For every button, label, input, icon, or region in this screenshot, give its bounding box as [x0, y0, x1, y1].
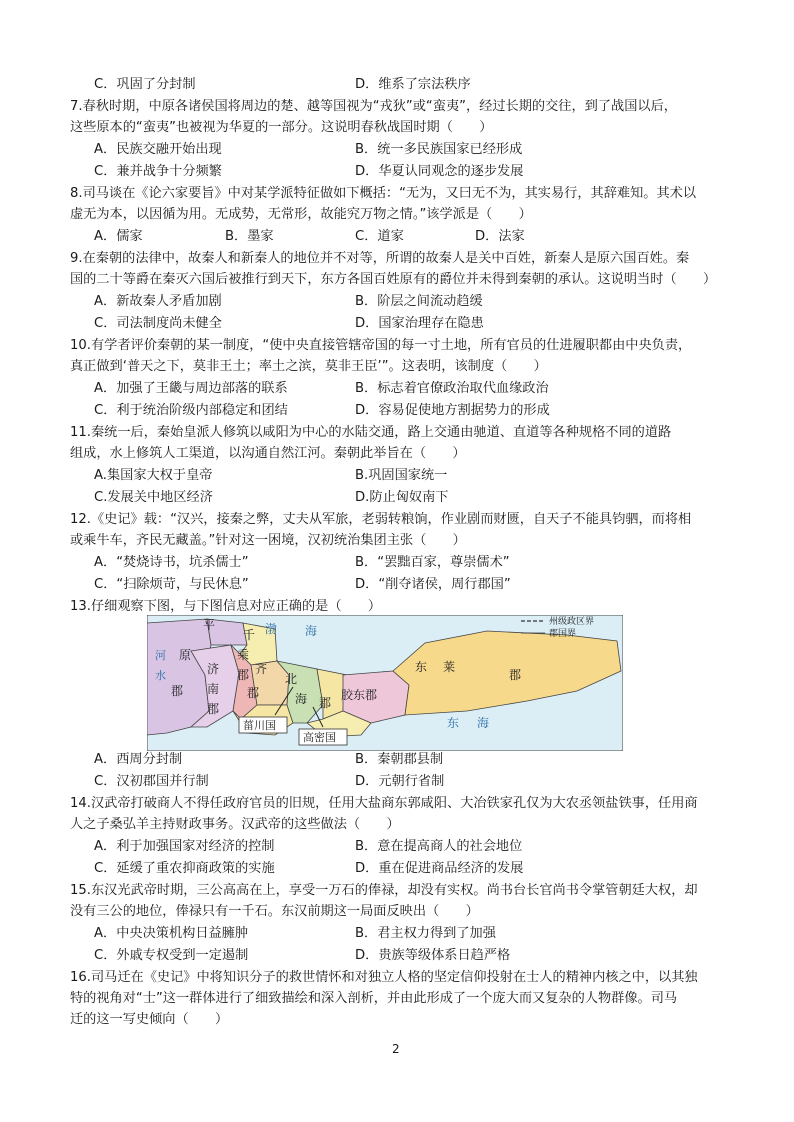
- label-jinan-jun: 郡: [207, 702, 220, 716]
- label-qian: 千: [243, 628, 256, 642]
- q8-option-b: B．墨家: [225, 229, 274, 244]
- q12-stem-line-1: 12.《史记》载：“汉兴，接秦之弊，丈夫从军旅，老弱转粮饷，作业剧而财匮，自天子不能具钧驷，而将相: [70, 512, 692, 527]
- label-qiansheng-jun: 郡: [237, 668, 250, 682]
- q11-option-c: C.发展关中地区经济: [94, 490, 213, 505]
- label-zichuan: 菑川国: [243, 719, 276, 732]
- q14-option-a: A．利于加强国家对经济的控制: [94, 839, 275, 854]
- q12-option-b: B．“罢黜百家，尊崇儒术”: [355, 555, 510, 570]
- q14-stem-line-2: 人之子桑弘羊主持财政事务。汉武帝的这些做法（ ）: [70, 817, 400, 832]
- q10-stem-line-2: 真正做到‘普天之下，莫非王土；率土之滨，莫非王臣’”。这表明，该制度（ ）: [70, 359, 547, 374]
- q10-option-a: A．加强了王畿与周边部落的联系: [94, 381, 288, 396]
- q9-stem-line-2: 国的二十等爵在秦灭六国后被推行到天下，东方各国百姓原有的爵位并未得到秦朝的承认。这说明当时（ ）: [70, 272, 717, 287]
- q14-stem-line-1: 14.汉武帝打破商人不得任政府官员的旧规，任用大盐商东郭咸阳、大冶铁家孔仅为大农丞领盐铁事，任用商: [70, 796, 698, 811]
- label-shui: 水: [155, 669, 166, 682]
- q9-option-b: B．阶层之间流动趋缓: [355, 294, 483, 309]
- q12-option-c: C．“扫除烦苛，与民休息”: [94, 577, 249, 592]
- q11-option-b: B.巩固国家统一: [355, 468, 448, 483]
- q15-stem-line-2: 没有三公的地位，俸禄只有一千石。东汉前期这一局面反映出（ ）: [70, 904, 479, 919]
- q8-stem-line-1: 8.司马谈在《论六家要旨》中对某学派特征做如下概括：“无为，又曰无不为，其实易行，其辞难知。其术以: [70, 186, 697, 201]
- q10-option-b: B．标志着官僚政治取代血缘政治: [355, 381, 549, 396]
- label-beihai-jun: 郡: [319, 696, 332, 710]
- q7-option-c: C．兼并战争十分频繁: [94, 164, 222, 179]
- q15-option-a: A．中央决策机构日益臃肿: [94, 926, 249, 941]
- label-gaomi: 高密国: [303, 731, 336, 744]
- label-ping: 平: [203, 618, 216, 632]
- q16-stem-line-3: 迁的这一写史倾向（ ）: [70, 1012, 229, 1027]
- legend-label-state: 州级政区界: [549, 617, 595, 627]
- q12-option-a: A．“焚烧诗书，坑杀儒士”: [94, 555, 249, 570]
- label-jiaodong: 胶东郡: [341, 688, 378, 702]
- q7-option-a: A．民族交融开始出现: [94, 142, 222, 157]
- q14-option-b: B．意在提高商人的社会地位: [355, 839, 523, 854]
- q8-option-d: D．法家: [475, 229, 525, 244]
- label-east: 东: [447, 716, 460, 730]
- q11-stem-line-1: 11.秦统一后，秦始皇派人修筑以咸阳为中心的水陆交通，路上交通由驰道、直道等各种规格不同的道路: [70, 425, 672, 440]
- q7-stem-line-1: 7.春秋时期，中原各诸侯国将周边的楚、越等国视为“戎狄”或“蛮夷”，经过长期的交往，到了战国以后，: [70, 99, 677, 114]
- q7-option-d: D．华夏认同观念的逐步发展: [355, 164, 524, 179]
- q7-stem-line-2: 这些原本的“蛮夷”也被视为华夏的一部分。这说明春秋战国时期（ ）: [70, 120, 493, 135]
- q8-stem-line-2: 虚无为本，以因循为用。无成势，无常形，故能究万物之情。”该学派是（ ）: [70, 207, 532, 222]
- q12-option-d: D．“削夺诸侯，周行郡国”: [355, 577, 511, 592]
- q10-option-c: C．利于统治阶级内部稳定和团结: [94, 403, 288, 418]
- q14-option-c: C．延缓了重农抑商政策的实施: [94, 861, 275, 876]
- q15-option-c: C．外戚专权受到一定遏制: [94, 948, 249, 963]
- q8-option-c: C．道家: [355, 229, 404, 244]
- q15-option-d: D．贵族等级体系日趋严格: [355, 948, 511, 963]
- commandery-map: [147, 615, 623, 751]
- label-east-sea: 海: [477, 716, 490, 730]
- label-yuan: 原: [179, 648, 192, 662]
- q15-option-b: B．君主权力得到了加强: [355, 926, 496, 941]
- label-he: 河: [155, 649, 166, 662]
- label-ji: 济: [207, 662, 220, 676]
- label-bo: 渤: [265, 622, 278, 636]
- label-pingyuan-jun: 郡: [171, 684, 184, 698]
- q13-option-d: D．元朝行省制: [355, 774, 445, 789]
- label-qi: 齐: [255, 662, 268, 676]
- q11-option-a: A.集国家大权于皇帝: [94, 468, 213, 483]
- label-qi-jun: 郡: [247, 686, 260, 700]
- q7-option-b: B．统一多民族国家已经形成: [355, 142, 523, 157]
- q6-option-c: C．巩固了分封制: [94, 77, 196, 92]
- label-donglai-jun: 郡: [509, 668, 522, 682]
- label-sheng: 乘: [237, 648, 250, 662]
- q13-option-a: A．西周分封制: [94, 752, 183, 767]
- label-bei: 北: [285, 672, 298, 686]
- q14-option-d: D．重在促进商品经济的发展: [355, 861, 524, 876]
- q12-stem-line-2: 或乘牛车，齐民无藏盖。”针对这一困境，汉初统治集团主张（ ）: [70, 533, 466, 548]
- label-hai: 海: [295, 692, 308, 706]
- q11-stem-line-2: 组成，水上修筑人工渠道，以沟通自然江河。秦朝此举旨在（ ）: [70, 446, 466, 461]
- q16-stem-line-1: 16.司马迁在《史记》中将知识分子的救世情怀和对独立人格的坚定信仰投射在士人的精神内核之中，以其独: [70, 970, 698, 985]
- q10-option-d: D．容易促使地方割据势力的形成: [355, 403, 550, 418]
- label-nan: 南: [207, 682, 220, 696]
- q9-option-a: A．新故秦人矛盾加剧: [94, 294, 222, 309]
- label-bohai-hai: 海: [305, 624, 318, 638]
- q6-option-d: D．维系了宗法秩序: [355, 77, 471, 92]
- label-lai: 莱: [443, 660, 456, 674]
- q15-stem-line-1: 15.东汉光武帝时期，三公高高在上，享受一万石的俸禄，却没有实权。尚书台长官尚书令掌管朝廷大权，却: [70, 883, 698, 898]
- q10-stem-line-1: 10.有学者评价秦朝的某一制度，“使中央直接管辖帝国的每一寸土地，所有官员的仕进履职都由中央负责，: [70, 338, 692, 353]
- q11-option-d: D.防止匈奴南下: [355, 490, 449, 505]
- q13-option-b: B．秦朝郡县制: [355, 752, 444, 767]
- q8-option-a: A．儒家: [94, 229, 143, 244]
- q9-option-c: C．司法制度尚未健全: [94, 316, 222, 331]
- q16-stem-line-2: 特的视角对“士”这一群体进行了细致描绘和深入剖析，并由此形成了一个庞大而又复杂的人物群像。司马: [70, 991, 678, 1006]
- legend-label-commandery: 郡国界: [549, 629, 577, 639]
- q13-stem: 13.仔细观察下图，与下图信息对应正确的是（ ）: [70, 599, 382, 614]
- q9-stem-line-1: 9.在秦朝的法律中，故秦人和新秦人的地位并不对等，所谓的故秦人是关中百姓，新秦人是原六国百姓。秦: [70, 251, 690, 266]
- label-dong: 东: [415, 660, 428, 674]
- q13-option-c: C．汉初郡国并行制: [94, 774, 209, 789]
- page-number: 2: [392, 1042, 400, 1056]
- q9-option-d: D．国家治理存在隐患: [355, 316, 484, 331]
